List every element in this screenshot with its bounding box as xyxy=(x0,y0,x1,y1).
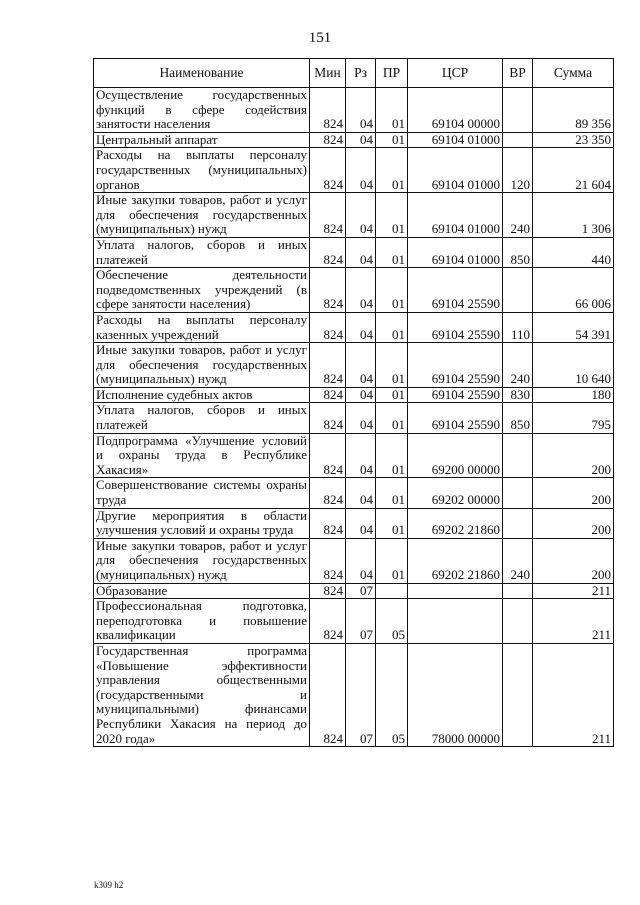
table-row xyxy=(94,643,614,746)
cell-rz: 04 xyxy=(346,403,376,433)
cell-csr: 69104 25590 xyxy=(408,312,503,342)
cell-pr: 05 xyxy=(376,599,408,644)
cell-sum: 211 xyxy=(533,599,614,644)
cell-min: 824 xyxy=(310,237,346,267)
cell-rz: 04 xyxy=(346,538,376,583)
cell-vr: 850 xyxy=(503,403,533,433)
cell-pr: 01 xyxy=(376,478,408,508)
cell-csr: 69202 21860 xyxy=(408,538,503,583)
cell-rz: 04 xyxy=(346,268,376,313)
cell-vr: 240 xyxy=(503,343,533,388)
cell-vr: 110 xyxy=(503,312,533,342)
cell-sum: 211 xyxy=(533,643,614,746)
table-row xyxy=(94,508,614,538)
table-row xyxy=(94,148,614,193)
cell-csr: 78000 00000 xyxy=(408,643,503,746)
header-min: Мин xyxy=(310,59,346,88)
cell-pr: 05 xyxy=(376,643,408,746)
page-number: 151 xyxy=(308,30,332,46)
cell-rz: 04 xyxy=(346,132,376,148)
cell-name: Государственная программа «Повышение эффективности управления общественными (государственными и муниципальными) финансами Республики Хакасия на период до 2020 года» xyxy=(94,643,310,746)
table-row xyxy=(94,478,614,508)
cell-min: 824 xyxy=(310,599,346,644)
cell-rz: 04 xyxy=(346,387,376,403)
table-row xyxy=(94,538,614,583)
table-row xyxy=(94,433,614,478)
cell-name: Уплата налогов, сборов и иных платежей xyxy=(94,403,310,433)
cell-sum: 89 356 xyxy=(533,88,614,133)
cell-min: 824 xyxy=(310,478,346,508)
table-row xyxy=(94,312,614,342)
cell-name: Уплата налогов, сборов и иных платежей xyxy=(94,237,310,267)
cell-vr xyxy=(503,132,533,148)
cell-name: Профессиональная подготовка, переподготовка и повышение квалификации xyxy=(94,599,310,644)
cell-pr: 01 xyxy=(376,148,408,193)
cell-min: 824 xyxy=(310,508,346,538)
cell-csr: 69200 00000 xyxy=(408,433,503,478)
cell-pr: 01 xyxy=(376,88,408,133)
cell-rz: 04 xyxy=(346,433,376,478)
cell-min: 824 xyxy=(310,132,346,148)
cell-csr xyxy=(408,599,503,644)
cell-vr xyxy=(503,583,533,599)
cell-sum: 54 391 xyxy=(533,312,614,342)
footer-code: k309 h2 xyxy=(94,880,124,890)
cell-name: Расходы на выплаты персоналу казенных учреждений xyxy=(94,312,310,342)
cell-sum: 200 xyxy=(533,433,614,478)
cell-name: Расходы на выплаты персоналу государственных (муниципальных) органов xyxy=(94,148,310,193)
cell-name: Другие мероприятия в области улучшения условий и охраны труда xyxy=(94,508,310,538)
cell-min: 824 xyxy=(310,583,346,599)
cell-sum: 66 006 xyxy=(533,268,614,313)
cell-min: 824 xyxy=(310,343,346,388)
table-row xyxy=(94,88,614,133)
header-name: Наименование xyxy=(94,59,310,88)
cell-pr: 01 xyxy=(376,403,408,433)
cell-sum: 200 xyxy=(533,538,614,583)
cell-sum: 795 xyxy=(533,403,614,433)
cell-vr xyxy=(503,643,533,746)
cell-name: Иные закупки товаров, работ и услуг для обеспечения государственных (муниципальных) нужд xyxy=(94,343,310,388)
cell-name: Осуществление государственных функций в сфере содействия занятости населения xyxy=(94,88,310,133)
cell-rz: 04 xyxy=(346,508,376,538)
cell-csr: 69104 25590 xyxy=(408,387,503,403)
cell-name: Иные закупки товаров, работ и услуг для обеспечения государственных (муниципальных) нужд xyxy=(94,538,310,583)
cell-csr: 69104 25590 xyxy=(408,403,503,433)
cell-sum: 200 xyxy=(533,508,614,538)
cell-pr: 01 xyxy=(376,433,408,478)
cell-csr: 69104 01000 xyxy=(408,132,503,148)
cell-name: Обеспечение деятельности подведомственных учреждений (в сфере занятости населения) xyxy=(94,268,310,313)
cell-csr: 69202 00000 xyxy=(408,478,503,508)
cell-rz: 07 xyxy=(346,599,376,644)
cell-sum: 211 xyxy=(533,583,614,599)
cell-csr: 69104 25590 xyxy=(408,268,503,313)
cell-csr xyxy=(408,583,503,599)
cell-min: 824 xyxy=(310,193,346,238)
table-row xyxy=(94,403,614,433)
cell-pr: 01 xyxy=(376,312,408,342)
table-body xyxy=(94,88,614,747)
cell-min: 824 xyxy=(310,148,346,193)
cell-min: 824 xyxy=(310,268,346,313)
cell-min: 824 xyxy=(310,387,346,403)
cell-sum: 1 306 xyxy=(533,193,614,238)
cell-rz: 07 xyxy=(346,643,376,746)
cell-pr: 01 xyxy=(376,193,408,238)
cell-vr xyxy=(503,478,533,508)
cell-name: Иные закупки товаров, работ и услуг для обеспечения государственных (муниципальных) нужд xyxy=(94,193,310,238)
table-row xyxy=(94,237,614,267)
cell-name: Совершенствование системы охраны труда xyxy=(94,478,310,508)
cell-name: Подпрограмма «Улучшение условий и охраны труда в Республике Хакасия» xyxy=(94,433,310,478)
header-csr: ЦСР xyxy=(408,59,503,88)
table-row xyxy=(94,599,614,644)
cell-rz: 04 xyxy=(346,148,376,193)
table-row xyxy=(94,193,614,238)
cell-vr xyxy=(503,433,533,478)
cell-vr: 240 xyxy=(503,193,533,238)
cell-name: Центральный аппарат xyxy=(94,132,310,148)
table-row xyxy=(94,268,614,313)
cell-rz: 04 xyxy=(346,478,376,508)
cell-csr: 69202 21860 xyxy=(408,508,503,538)
cell-vr xyxy=(503,508,533,538)
cell-pr: 01 xyxy=(376,268,408,313)
header-vr: ВР xyxy=(503,59,533,88)
cell-vr xyxy=(503,88,533,133)
table-row xyxy=(94,583,614,599)
cell-pr xyxy=(376,583,408,599)
cell-sum: 200 xyxy=(533,478,614,508)
table-header-row xyxy=(94,59,614,88)
cell-rz: 04 xyxy=(346,237,376,267)
cell-vr: 850 xyxy=(503,237,533,267)
cell-sum: 440 xyxy=(533,237,614,267)
cell-vr xyxy=(503,268,533,313)
cell-vr: 240 xyxy=(503,538,533,583)
cell-name: Образование xyxy=(94,583,310,599)
cell-csr: 69104 25590 xyxy=(408,343,503,388)
cell-csr: 69104 00000 xyxy=(408,88,503,133)
header-pr: ПР xyxy=(376,59,408,88)
cell-rz: 04 xyxy=(346,193,376,238)
cell-rz: 07 xyxy=(346,583,376,599)
cell-pr: 01 xyxy=(376,508,408,538)
cell-csr: 69104 01000 xyxy=(408,193,503,238)
table-row xyxy=(94,132,614,148)
cell-min: 824 xyxy=(310,538,346,583)
cell-min: 824 xyxy=(310,403,346,433)
header-sum: Сумма xyxy=(533,59,614,88)
cell-min: 824 xyxy=(310,643,346,746)
cell-rz: 04 xyxy=(346,312,376,342)
cell-sum: 10 640 xyxy=(533,343,614,388)
header-rz: Рз xyxy=(346,59,376,88)
table-row xyxy=(94,387,614,403)
cell-sum: 21 604 xyxy=(533,148,614,193)
table-row xyxy=(94,343,614,388)
cell-vr: 830 xyxy=(503,387,533,403)
cell-rz: 04 xyxy=(346,343,376,388)
cell-rz: 04 xyxy=(346,88,376,133)
cell-csr: 69104 01000 xyxy=(408,148,503,193)
cell-pr: 01 xyxy=(376,538,408,583)
cell-pr: 01 xyxy=(376,343,408,388)
cell-pr: 01 xyxy=(376,387,408,403)
cell-min: 824 xyxy=(310,433,346,478)
cell-pr: 01 xyxy=(376,132,408,148)
cell-sum: 180 xyxy=(533,387,614,403)
cell-vr xyxy=(503,599,533,644)
cell-min: 824 xyxy=(310,88,346,133)
cell-vr: 120 xyxy=(503,148,533,193)
budget-table xyxy=(93,58,614,747)
cell-pr: 01 xyxy=(376,237,408,267)
cell-min: 824 xyxy=(310,312,346,342)
cell-name: Исполнение судебных актов xyxy=(94,387,310,403)
cell-csr: 69104 01000 xyxy=(408,237,503,267)
cell-sum: 23 350 xyxy=(533,132,614,148)
